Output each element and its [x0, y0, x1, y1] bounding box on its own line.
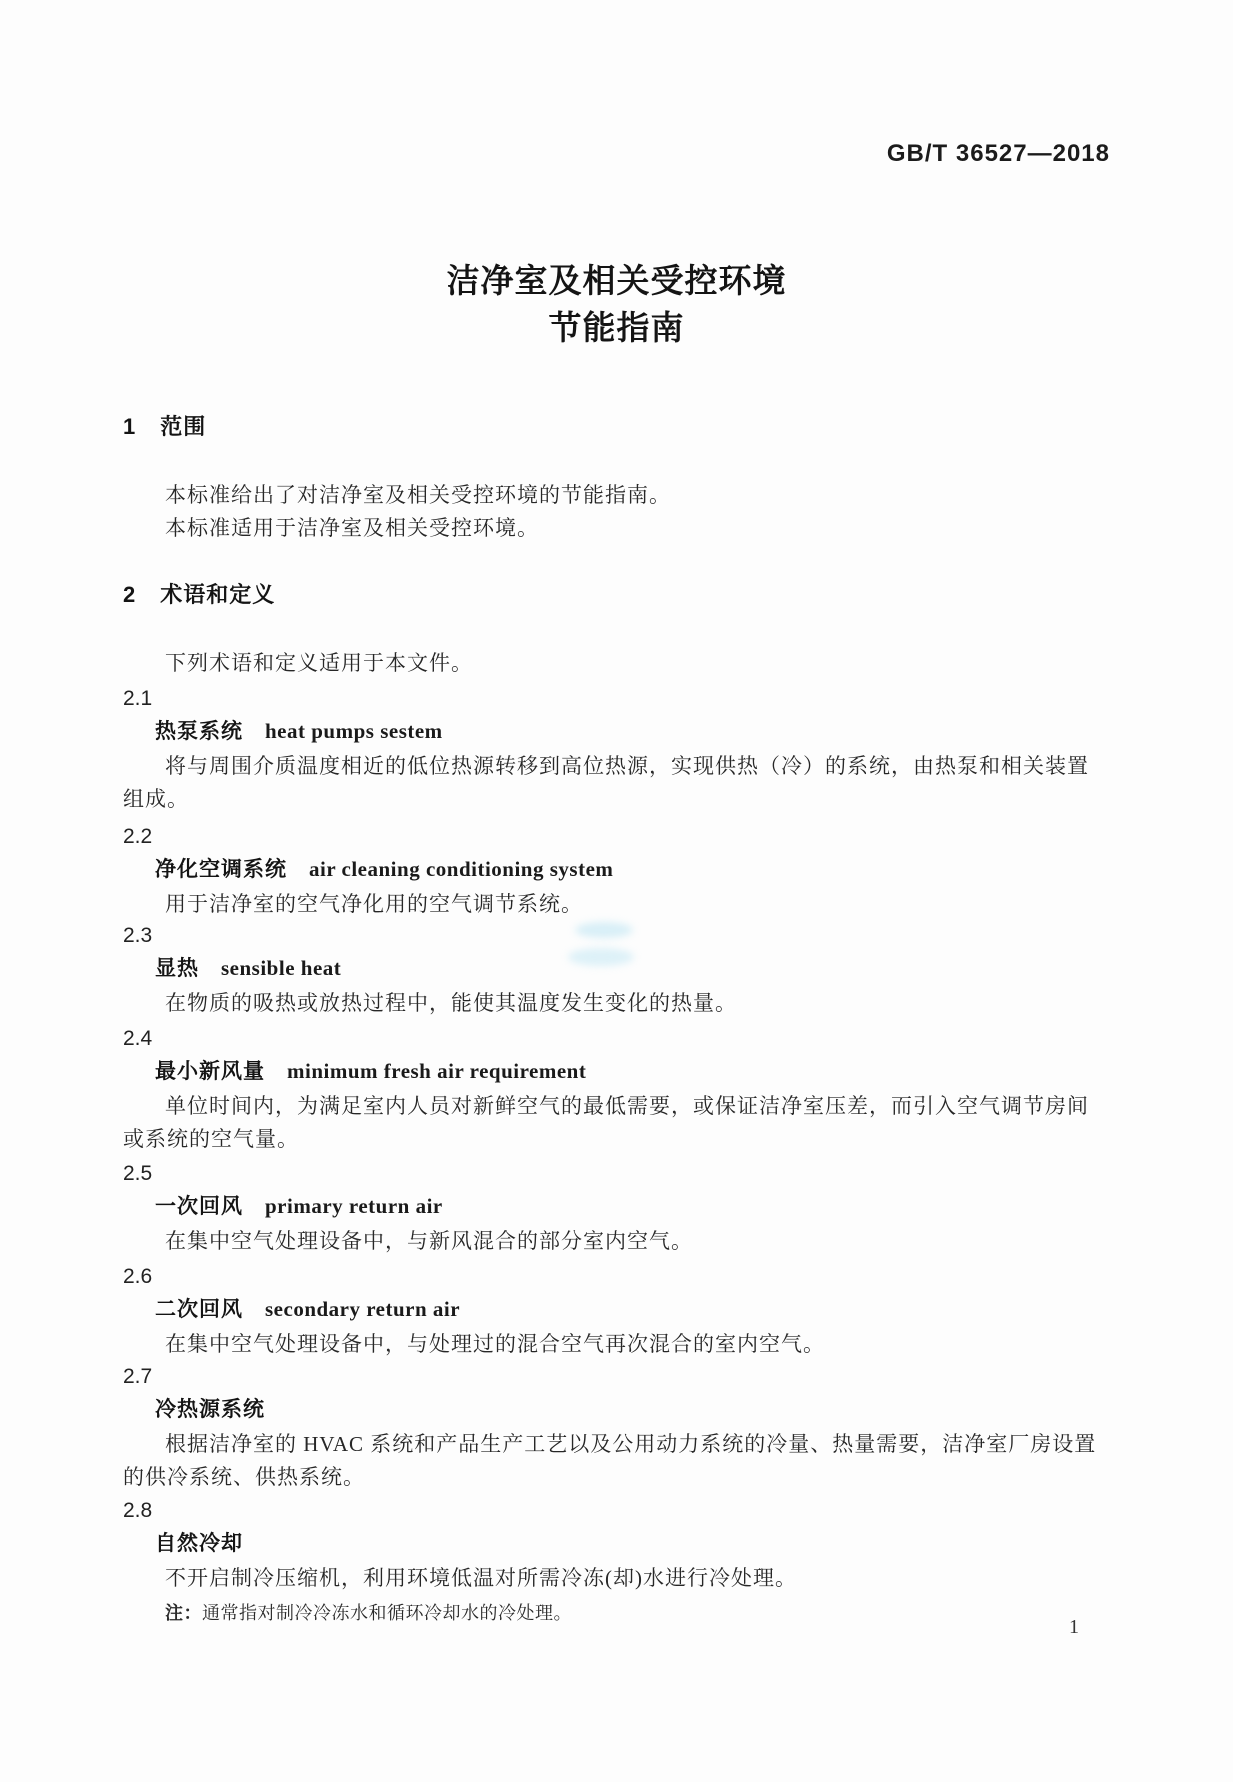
term-en: sensible heat: [221, 956, 342, 980]
term-block-2-7: [123, 1360, 1098, 1494]
term-zh: 热泵系统: [155, 720, 243, 743]
term-en: minimum fresh air requirement: [287, 1059, 587, 1083]
term-note: [123, 1597, 1098, 1629]
term-zh: 自然冷却: [155, 1532, 243, 1555]
term-id: 2.2: [123, 825, 153, 848]
term-definition: 将与周围介质温度相近的低位热源转移到高位热源，实现供热（冷）的系统，由热泵和相关装置组成。: [123, 754, 1089, 811]
document-title-line2: 节能指南: [548, 309, 685, 346]
term-name-line: [123, 715, 1098, 750]
term-id: 2.6: [123, 1265, 153, 1288]
term-en: primary return air: [265, 1194, 443, 1218]
term-definition: 在物质的吸热或放热过程中，能使其温度发生变化的热量。: [165, 991, 737, 1015]
section-2-title: 术语和定义: [160, 582, 276, 607]
term-definition: 单位时间内，为满足室内人员对新鲜空气的最低需要，或保证洁净室压差，而引入空气调节房间或系统的空气量。: [123, 1094, 1089, 1151]
page-number: 1: [1069, 1616, 1079, 1638]
term-id: 2.5: [123, 1162, 153, 1185]
term-name-line: [123, 853, 1098, 888]
term-name-line: [123, 1055, 1098, 1090]
section-1-number: 1: [123, 414, 137, 439]
term-en: secondary return air: [265, 1297, 461, 1321]
standard-number: GB/T 36527—2018: [886, 140, 1110, 167]
term-definition: 在集中空气处理设备中，与新风混合的部分室内空气。: [165, 1229, 693, 1253]
scan-watermark-smudge: [568, 948, 634, 966]
term-en: air cleaning conditioning system: [309, 857, 614, 881]
note-label: 注：: [165, 1603, 202, 1623]
term-block-2-5: [123, 1157, 1098, 1258]
term-block-2-4: [123, 1022, 1098, 1156]
term-zh: 二次回风: [155, 1298, 243, 1321]
term-name-line: [123, 1190, 1098, 1225]
note-text: 通常指对制冷冷冻水和循环冷却水的冷处理。: [202, 1603, 572, 1623]
term-zh: 最小新风量: [155, 1060, 265, 1083]
term-definition: 用于洁净室的空气净化用的空气调节系统。: [165, 892, 583, 916]
term-definition: 根据洁净室的 HVAC 系统和产品生产工艺以及公用动力系统的冷量、热量需要，洁净室厂房设置的供冷系统、供热系统。: [123, 1432, 1097, 1489]
scan-watermark-smudge: [575, 922, 633, 938]
term-name-line: [123, 1393, 1098, 1428]
section-2-number: 2: [123, 582, 137, 607]
term-zh: 显热: [155, 957, 199, 980]
section-2-heading: [123, 578, 275, 609]
section-1-title: 范围: [160, 414, 207, 439]
term-block-2-8: [123, 1494, 1098, 1629]
term-name-line: [123, 1527, 1098, 1562]
section-1-heading: [123, 410, 206, 441]
term-zh: 冷热源系统: [155, 1398, 265, 1421]
term-block-2-6: [123, 1260, 1098, 1361]
term-block-2-2: [123, 820, 1098, 921]
term-id: 2.7: [123, 1365, 153, 1388]
scope-paragraph-2: 本标准适用于洁净室及相关受控环境。: [165, 516, 539, 540]
term-zh: 一次回风: [155, 1195, 243, 1218]
term-id: 2.3: [123, 924, 153, 947]
document-title-line1: 洁净室及相关受控环境: [446, 262, 787, 299]
terms-intro-paragraph: 下列术语和定义适用于本文件。: [165, 651, 473, 675]
term-definition: 在集中空气处理设备中，与处理过的混合空气再次混合的室内空气。: [165, 1332, 825, 1356]
term-id: 2.8: [123, 1499, 153, 1522]
term-name-line: [123, 1293, 1098, 1328]
term-id: 2.4: [123, 1027, 153, 1050]
scope-paragraph-1: 本标准给出了对洁净室及相关受控环境的节能指南。: [165, 483, 671, 507]
term-id: 2.1: [123, 687, 153, 710]
term-en: heat pumps sestem: [265, 719, 443, 743]
term-zh: 净化空调系统: [155, 858, 287, 881]
term-definition: 不开启制冷压缩机，利用环境低温对所需冷冻(却)水进行冷处理。: [165, 1566, 797, 1590]
term-block-2-1: [123, 682, 1098, 816]
